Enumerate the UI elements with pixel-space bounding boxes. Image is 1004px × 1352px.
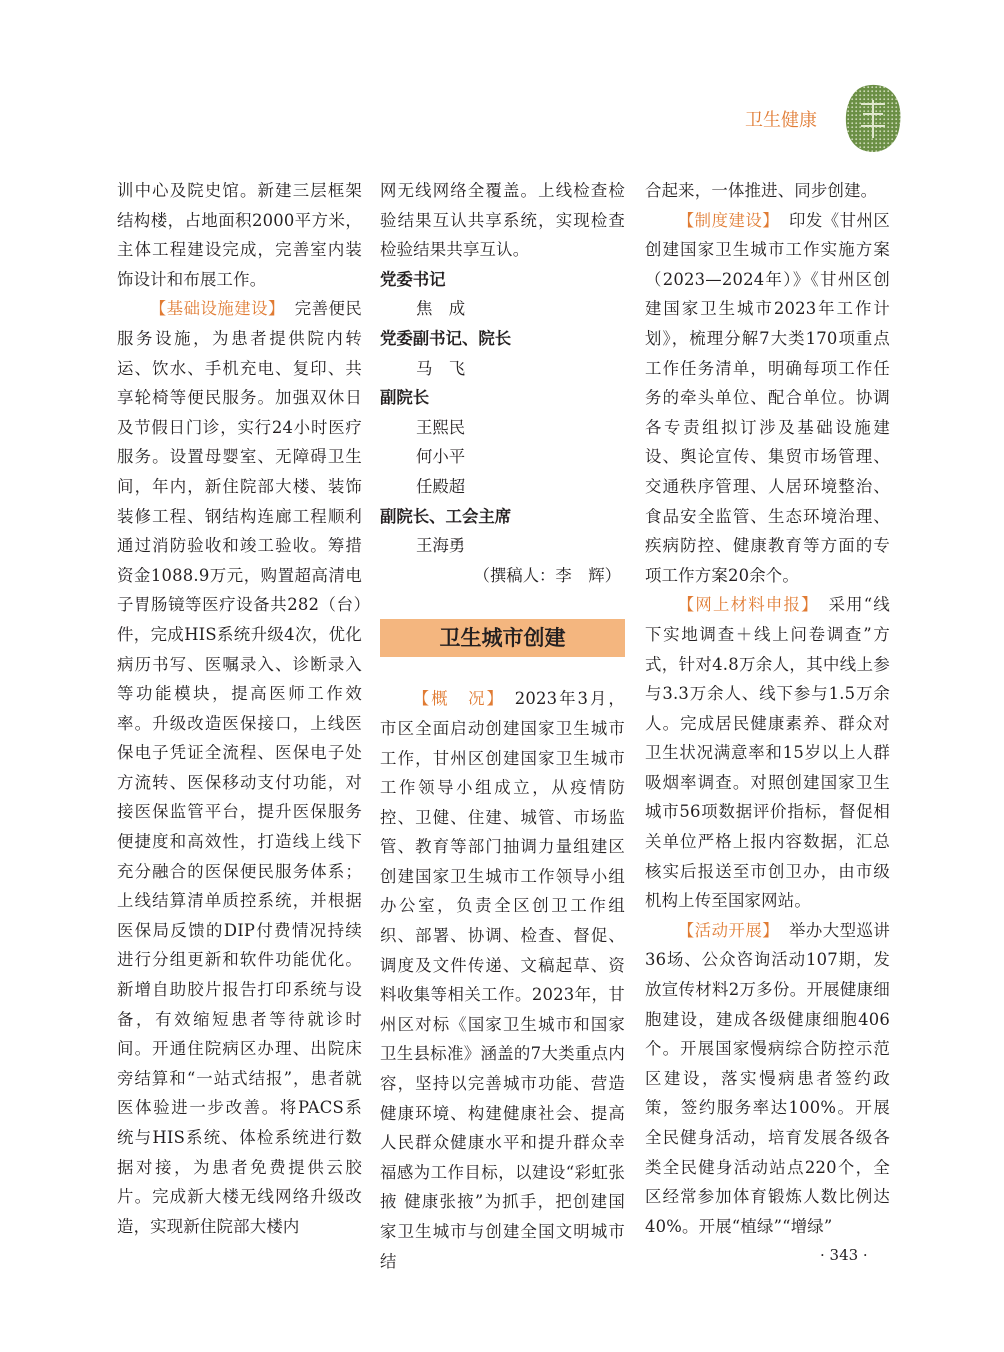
paragraph bbox=[645, 206, 890, 591]
paragraph bbox=[380, 684, 625, 1276]
section-title: 卫生城市创建 bbox=[380, 619, 625, 657]
paragraph: 网无线网络全覆盖。上线检查检验结果互认共享系统，实现检查检验结果共享互认。 bbox=[380, 181, 625, 260]
paragraph-text: 印发《甘州区创建国家卫生城市工作实施方案（2023—2024年）》《甘州区创建国家卫生城市2023年工作计划》，梳理分解7大类170项重点工作任务清单，明确每项工作任务的牵头单位、配合单位。协调各专责组拟订涉及基础设施建设、舆论宣传、集贸市场管理、交通秩序管理、人居环境整治、食品安全监管、生态环境治理、疾病防控、健康教育等方面的专项工作方案20余个。 bbox=[645, 210, 891, 585]
section-header: 卫生健康 bbox=[745, 110, 817, 131]
paragraph-text: 举办大型巡讲36场、公众咨询活动107期，发放宣传材料2万多份。开展健康细胞建设，建成各级健康细胞406个。开展国家慢病综合防控示范区建设，落实慢病患者签约政策，签约服务率达100%。开展全民健身活动，培育发展各级各类全民健身活动站点220个，全区经常参加体育锻炼人数比例达40%。开展“植绿”“增绿” bbox=[645, 920, 891, 1236]
topic-tag: 【概 况】 bbox=[412, 689, 505, 709]
paragraph: 训中心及院史馆。新建三层框架结构楼，占地面积2000平方米，主体工程建设完成，完善室内装饰设计和布展工作。 bbox=[117, 181, 362, 289]
paragraph bbox=[117, 294, 362, 1241]
page-number: · 343 · bbox=[820, 1246, 868, 1264]
paragraph-text: 2023年3月，市区全面启动创建国家卫生城市工作，甘州区创建国家卫生城市工作领导小组成立，从疫情防控、卫健、住建、城管、市场监管、教育等部门抽调力量组建区创建国家卫生城市工作领导小组办公室，负责全区创卫工作组织、部署、协调、检查、督促、调度及文件传递、文稿起草、资料收集等相关工作。2023年，甘州区对标《国家卫生城市和国家卫生县标准》涵盖的7大类重点内容，坚持以完善城市功能、营造健康环境、构建健康社会、提高人民群众健康水平和提升群众幸福感为工作目标，以建设“彩虹张掖 健康张掖”为抓手，把创建国家卫生城市与创建全国文明城市结 bbox=[380, 689, 625, 1271]
topic-tag: 【基础设施建设】 bbox=[149, 299, 285, 319]
column-3 bbox=[645, 176, 890, 1241]
paragraph-text: 采用“线下实地调查＋线上问卷调查”方式，针对4.8万余人，其中线上参与3.3万余人、线下参与1.5万余人。完成居民健康素养、群众对卫生状况满意率和15岁以上人群吸烟率调查。对照创建国家卫生城市56项数据评价指标，督促相关单位严格上报内容数据，汇总核实后报送至市创卫办，由市级机构上传至国家网站。 bbox=[645, 595, 890, 911]
leader-name: 王海勇 bbox=[416, 536, 466, 556]
seal-stamp-icon bbox=[843, 82, 903, 154]
column-2 bbox=[380, 176, 625, 1276]
leader-role: 副院长 bbox=[380, 388, 430, 408]
topic-tag: 【活动开展】 bbox=[677, 920, 780, 940]
leader-role: 党委书记 bbox=[380, 269, 446, 289]
paragraph-text: 完善便民服务设施，为患者提供院内转运、饮水、手机充电、复印、共享轮椅等便民服务。加强双休日及节假日门诊，实行24小时医疗服务。设置母婴室、无障碍卫生间，年内，新住院部大楼、装饰装修工程、钢结构连廊工程顺利通过消防验收和竣工验收。筹措资金1088.9万元，购置超高清电子胃肠镜等医疗设备共282（台）件，完成HIS系统升级4次，优化病历书写、医嘱录入、诊断录入等功能模块，提高医师工作效率。升级改造医保接口，上线医保电子凭证全流程、医保电子处方流转、医保移动支付功能，对接医保监管平台，提升医保服务便捷度和高效性，打造线上线下充分融合的医保便民服务体系；上线结算清单质控系统，并根据医保局反馈的DIP付费情况持续进行分组更新和软件功能优化。新增自助胶片报告打印系统与设备，有效缩短患者等待就诊时间。开通住院病区办理、出院床旁结算和“一站式结报”，患者就医体验进一步改善。将PACS系统与HIS系统、体检系统进行数据对接，为患者免费提供云胶片。完成新大楼无线网络升级改造，实现新住院部大楼内 bbox=[117, 299, 362, 1236]
leader-role: 党委副书记、院长 bbox=[380, 328, 512, 348]
leader-name: 马 飞 bbox=[416, 358, 466, 378]
author-byline: （撰稿人：李 辉） bbox=[473, 565, 621, 585]
paragraph bbox=[645, 590, 890, 916]
topic-tag: 【网上材料申报】 bbox=[677, 595, 819, 615]
leader-name: 何小平 bbox=[416, 447, 466, 467]
leader-name: 焦 成 bbox=[416, 299, 466, 319]
paragraph bbox=[645, 916, 890, 1242]
leader-name: 王熙民 bbox=[416, 417, 466, 437]
leader-name: 任殿超 bbox=[416, 476, 466, 496]
column-1 bbox=[117, 176, 362, 1241]
leader-role: 副院长、工会主席 bbox=[380, 506, 512, 526]
paragraph: 合起来，一体推进、同步创建。 bbox=[645, 181, 878, 200]
topic-tag: 【制度建设】 bbox=[677, 210, 780, 230]
